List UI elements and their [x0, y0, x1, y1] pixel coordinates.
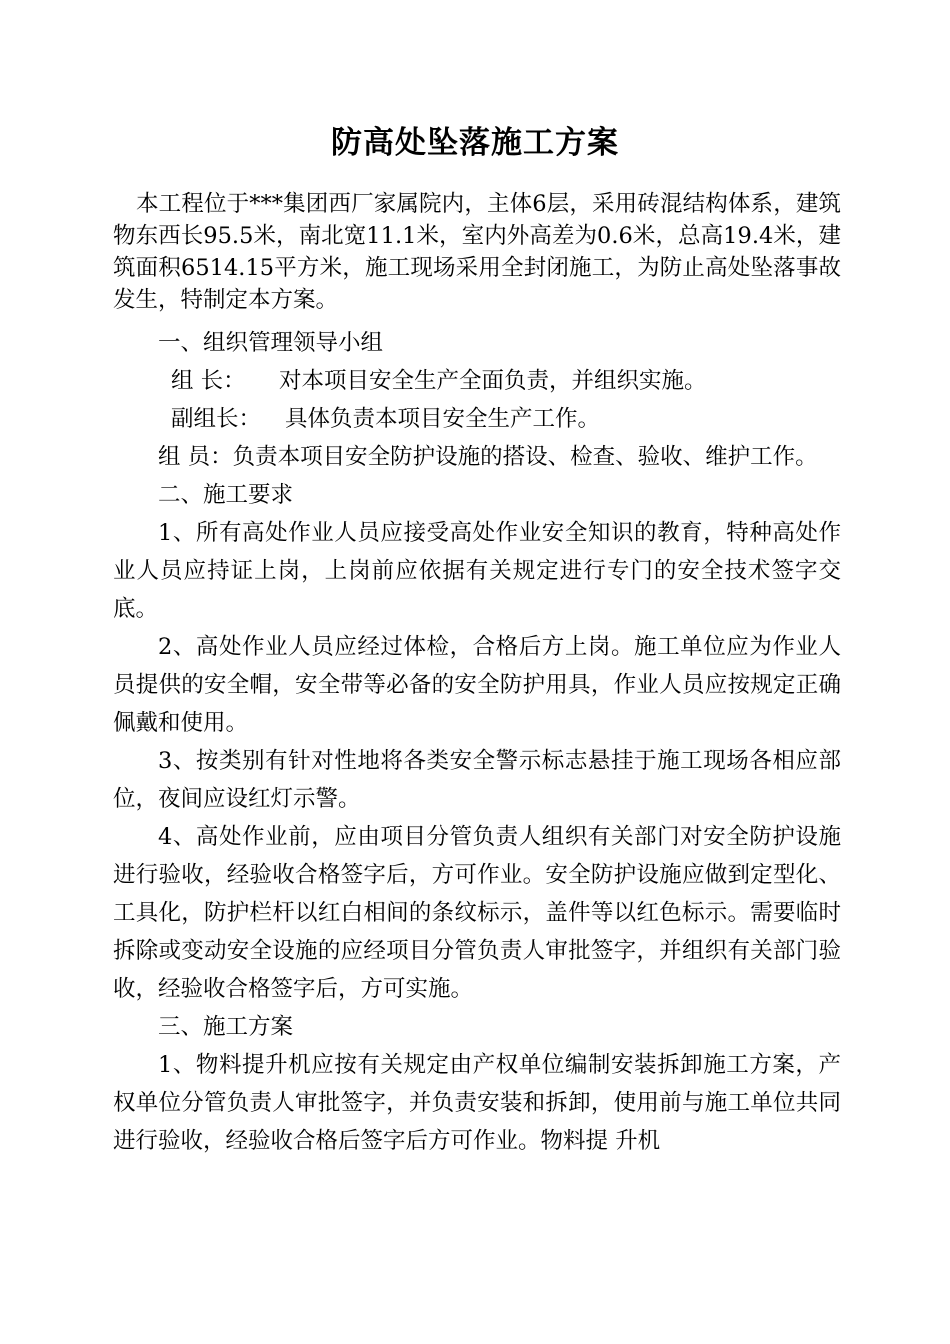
intro-paragraph: 本工程位于***集团西厂家属院内，主体6层，采用砖混结构体系，建筑物东西长95.5米，南北宽11.1米，室内外高差为0.6米，总高19.4米，建筑面积6514.15平方米，施工现场采用全封闭施工，为防止高处坠落事故发生，特制定本方案。 — [113, 191, 841, 313]
requirement-item: 2、高处作业人员应经过体检，合格后方上岗。施工单位应为作业人员提供的安全帽，安全带等必备的安全防护用具，作业人员应按规定正确佩戴和使用。 — [113, 634, 841, 736]
requirement-item: 3、按类别有针对性地将各类安全警示标志悬挂于施工现场各相应部位，夜间应设红灯示警。 — [113, 748, 841, 812]
document-title: 防高处坠落施工方案 — [331, 125, 619, 161]
role-duty: 负责本项目安全防护设施的搭设、检查、验收、维护工作。 — [232, 444, 818, 470]
document-body — [113, 188, 841, 1160]
section-heading-plan: 三、施工方案 — [158, 1014, 294, 1040]
section-heading-requirements: 二、施工要求 — [158, 482, 294, 508]
section-heading-organization: 一、组织管理领导小组 — [158, 330, 384, 356]
plan-item: 1、物料提升机应按有关规定由产权单位编制安装拆卸施工方案，产权单位分管负责人审批签字，并负责安装和拆卸，使用前与施工单位共同进行验收，经验收合格后签字后方可作业。物料提 升机 — [113, 1052, 841, 1154]
role-row-leader — [113, 362, 841, 400]
role-duty: 对本项目安全生产全面负责，并组织实施。 — [279, 368, 707, 394]
role-name: 组 长： — [171, 368, 246, 394]
requirement-item: 4、高处作业前，应由项目分管负责人组织有关部门对安全防护设施进行验收，经验收合格签字后，方可作业。安全防护设施应做到定型化、工具化，防护栏杆以红白相间的条纹标示，盖件等以红色标示。需要临时拆除或变动安全设施的应经项目分管负责人审批签字，并组织有关部门验收，经验收合格签字后，方可实施。 — [113, 824, 841, 1002]
role-duty: 具体负责本项目安全生产工作。 — [285, 406, 601, 432]
requirement-item: 1、所有高处作业人员应接受高处作业安全知识的教育，特种高处作业人员应持证上岗，上岗前应依据有关规定进行专门的安全技术签字交底。 — [113, 520, 841, 622]
role-row-member — [113, 438, 841, 476]
role-name: 副组长： — [171, 406, 262, 432]
role-row-deputy — [113, 400, 841, 438]
role-name: 组 员： — [158, 444, 233, 470]
